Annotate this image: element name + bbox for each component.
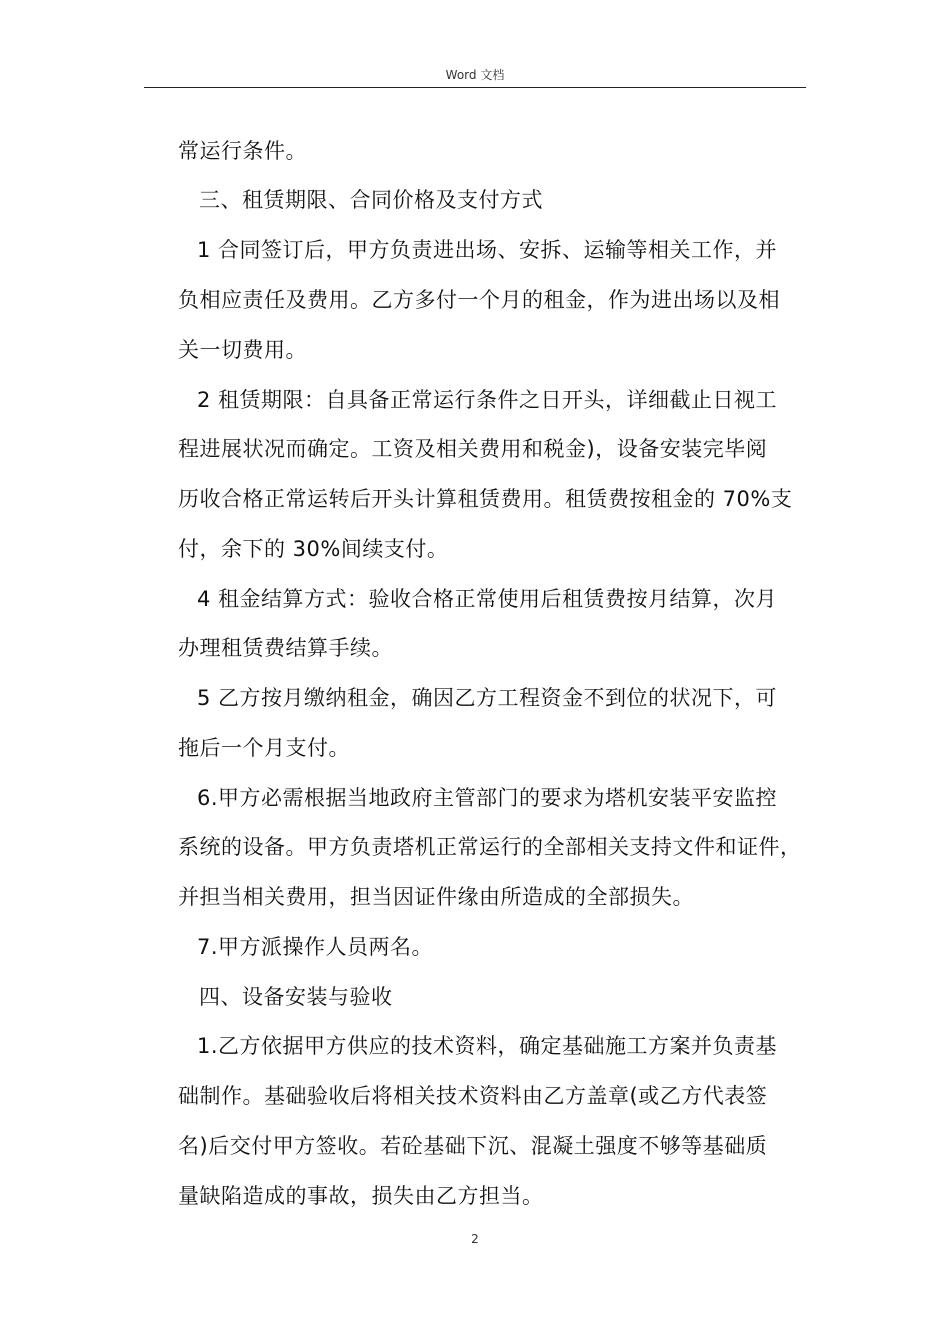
text-line: 名)后交付甲方签收。若砼基础下沉、混凝土强度不够等基础质 — [178, 1134, 768, 1158]
section-heading: 四、设备安装与验收 — [199, 985, 393, 1009]
text-line: 关一切费用。 — [178, 338, 307, 362]
text-line: 付，余下的 30%间续支付。 — [178, 537, 449, 561]
text-line: 础制作。基础验收后将相关技术资料由乙方盖章(或乙方代表签 — [178, 1084, 768, 1108]
text-line: 7.甲方派操作人员两名。 — [197, 935, 434, 959]
text-line: 历收合格正常运转后开头计算租赁费用。租赁费按租金的 70%支 — [178, 487, 793, 511]
text-line: 1.乙方依据甲方供应的技术资料，确定基础施工方案并负责基 — [197, 1034, 778, 1058]
text-line: 1 合同签订后，甲方负责进出场、安拆、运输等相关工作，并 — [197, 238, 778, 262]
text-line: 程进展状况而确定。工资及相关费用和税金)，设备安装完毕阅 — [178, 437, 768, 461]
text-line: 4 租金结算方式：验收合格正常使用后租赁费按月结算，次月 — [197, 587, 778, 611]
text-line: 6.甲方必需根据当地政府主管部门的要求为塔机安装平安监控 — [197, 786, 778, 810]
header-rule — [144, 87, 806, 88]
text-line: 量缺陷造成的事故，损失由乙方担当。 — [178, 1184, 544, 1208]
text-line: 常运行条件。 — [178, 139, 307, 163]
text-line: 2 租赁期限：自具备正常运行条件之日开头，详细截止日视工 — [197, 388, 778, 412]
text-line: 办理租赁费结算手续。 — [178, 636, 393, 660]
section-heading: 三、租赁期限、合同价格及支付方式 — [199, 188, 543, 212]
text-line: 并担当相关费用，担当因证件缘由所造成的全部损失。 — [178, 885, 694, 909]
text-line: 5 乙方按月缴纳租金，确因乙方工程资金不到位的状况下，可 — [197, 686, 778, 710]
header-title: Word 文档 — [445, 68, 505, 82]
text-line: 拖后一个月支付。 — [178, 736, 350, 760]
page-number: 2 — [471, 1232, 479, 1246]
text-line: 系统的设备。甲方负责塔机正常运行的全部相关支持文件和证件， — [178, 835, 802, 859]
text-line: 负相应责任及费用。乙方多付一个月的租金，作为进出场以及相 — [178, 288, 780, 312]
